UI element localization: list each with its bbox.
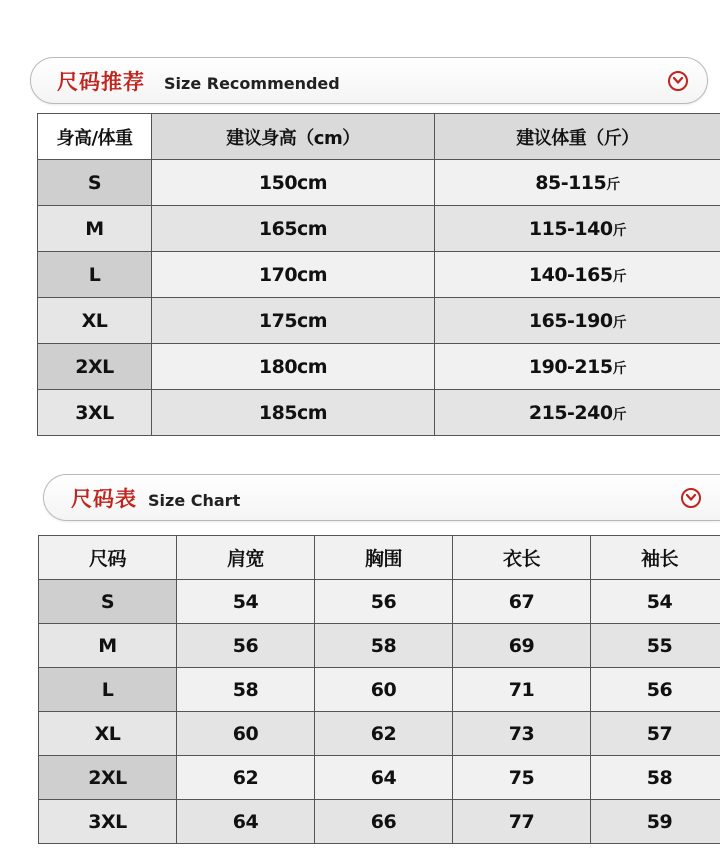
chest-cell: 58 — [315, 624, 453, 668]
weight-value: 140-165 — [528, 263, 613, 286]
table-row — [39, 624, 720, 668]
table-row — [39, 668, 720, 712]
size-cell: S — [38, 160, 152, 206]
size-recommended-table — [37, 113, 720, 436]
table-row — [38, 206, 720, 252]
header-suggested-height: 建议身高（cm） — [152, 114, 435, 160]
size-cell: M — [39, 624, 177, 668]
weight-unit: 斤 — [612, 268, 627, 285]
table-row — [38, 344, 720, 390]
weight-cell — [435, 252, 720, 298]
weight-value: 215-240 — [528, 401, 613, 424]
size-cell: XL — [39, 712, 177, 756]
weight-value: 190-215 — [528, 355, 613, 378]
weight-unit: 斤 — [612, 314, 627, 331]
weight-value: 85-115 — [535, 171, 607, 194]
height-cell: 150cm — [152, 160, 435, 206]
chest-cell: 56 — [315, 580, 453, 624]
size-recommended-title-en: Size Recommended — [164, 73, 340, 93]
size-cell: 2XL — [39, 756, 177, 800]
header-suggested-weight: 建议体重（斤） — [435, 114, 720, 160]
size-chart-table — [38, 535, 720, 844]
sleeve-cell: 55 — [591, 624, 720, 668]
weight-cell — [435, 206, 720, 252]
chest-cell: 66 — [315, 800, 453, 844]
table-row — [38, 390, 720, 436]
table-row — [39, 800, 720, 844]
height-cell: 180cm — [152, 344, 435, 390]
chest-cell: 62 — [315, 712, 453, 756]
weight-value: 165-190 — [528, 309, 613, 332]
size-cell: 3XL — [38, 390, 152, 436]
size-cell: 3XL — [39, 800, 177, 844]
size-recommended-title-cn: 尺码推荐 — [57, 69, 145, 94]
length-cell: 69 — [453, 624, 591, 668]
size-chart-title-cn: 尺码表 — [71, 486, 137, 511]
header-chest: 胸围 — [315, 536, 453, 580]
size-cell: M — [38, 206, 152, 252]
height-cell: 170cm — [152, 252, 435, 298]
weight-cell — [435, 344, 720, 390]
length-cell: 67 — [453, 580, 591, 624]
height-cell: 175cm — [152, 298, 435, 344]
length-cell: 77 — [453, 800, 591, 844]
weight-unit: 斤 — [606, 176, 620, 193]
chest-cell: 60 — [315, 668, 453, 712]
sleeve-cell: 58 — [591, 756, 720, 800]
table-row — [39, 580, 720, 624]
size-chart-title-en: Size Chart — [148, 490, 241, 510]
sleeve-cell: 59 — [591, 800, 720, 844]
shoulder-cell: 56 — [177, 624, 315, 668]
shoulder-cell: 64 — [177, 800, 315, 844]
sleeve-cell: 56 — [591, 668, 720, 712]
height-cell: 165cm — [152, 206, 435, 252]
header-length: 衣长 — [453, 536, 591, 580]
size-cell: L — [39, 668, 177, 712]
table-row — [39, 756, 720, 800]
sleeve-cell: 54 — [591, 580, 720, 624]
length-cell: 73 — [453, 712, 591, 756]
weight-unit: 斤 — [612, 406, 627, 423]
weight-cell — [435, 390, 720, 436]
table-row — [39, 712, 720, 756]
weight-cell — [435, 298, 720, 344]
size-cell: S — [39, 580, 177, 624]
shoulder-cell: 62 — [177, 756, 315, 800]
size-cell: 2XL — [38, 344, 152, 390]
table-row — [38, 252, 720, 298]
shoulder-cell: 58 — [177, 668, 315, 712]
shoulder-cell: 54 — [177, 580, 315, 624]
chevron-down-icon[interactable] — [668, 71, 688, 91]
size-cell: L — [38, 252, 152, 298]
table-row — [38, 160, 720, 206]
header-sleeve: 袖长 — [591, 536, 720, 580]
chest-cell: 64 — [315, 756, 453, 800]
shoulder-cell: 60 — [177, 712, 315, 756]
header-shoulder: 肩宽 — [177, 536, 315, 580]
height-cell: 185cm — [152, 390, 435, 436]
chevron-down-icon[interactable] — [681, 488, 701, 508]
weight-value: 115-140 — [528, 217, 613, 240]
header-size: 尺码 — [39, 536, 177, 580]
size-chart-header[interactable] — [43, 474, 720, 521]
sleeve-cell: 57 — [591, 712, 720, 756]
length-cell: 71 — [453, 668, 591, 712]
weight-unit: 斤 — [612, 360, 627, 377]
length-cell: 75 — [453, 756, 591, 800]
table-row — [38, 298, 720, 344]
size-cell: XL — [38, 298, 152, 344]
weight-cell — [435, 160, 720, 206]
header-height-weight: 身高/体重 — [38, 114, 152, 160]
weight-unit: 斤 — [612, 222, 627, 239]
size-recommended-header[interactable] — [30, 57, 708, 104]
